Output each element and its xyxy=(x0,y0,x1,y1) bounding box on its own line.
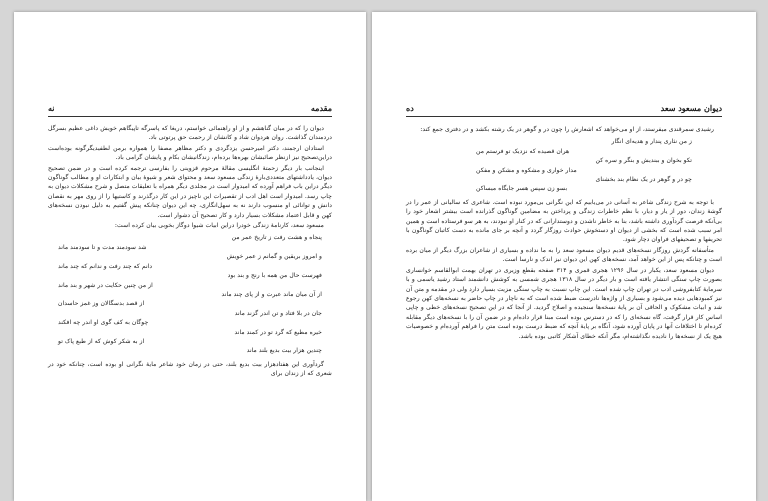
hemistich: جان در بلا فتاد و تن اندر گزند ماند xyxy=(234,309,322,317)
page-number: نه xyxy=(48,103,55,113)
hemistich: از آن میان ماند عبرت و از پای چند ماند xyxy=(221,290,322,298)
hemistich: دانم که چند رفت و ندانم که چند ماند xyxy=(58,262,153,270)
hemistich: مدار خواری و مشکوه و مشکن و مفکن xyxy=(476,166,577,174)
verse-line xyxy=(48,233,332,252)
page-body xyxy=(48,124,332,380)
hemistich: چوگان به کف گوی او اندر چه افکند xyxy=(58,319,149,327)
paragraph: مسعود سعد، کارنامهٔ زندگی خودرا دراین ابیات شیوا دوگاز بخوبی بیان کرده است: xyxy=(114,222,324,230)
verse-line xyxy=(48,346,332,355)
verse-line xyxy=(48,252,332,271)
hemistich: از قصد بدسگالان وز غمز حاسدان xyxy=(58,300,145,308)
paragraph: استادان ارجمند، دکتر امیرحسن یزدگردی و دکتر مظاهر مصفا را همواره برمن لطفیدیگرگونه بوده‌است دراین‌تصحیح نیز ازنظر صائبشان بهره‌ها برده‌ام، زندگانیشان بکام و پایشان گرامی باد. xyxy=(48,144,332,162)
hemistich: تکو بخوان و ببندیش و بنگر و سره کن xyxy=(595,157,692,165)
verse-line xyxy=(406,175,722,194)
paragraph: اینجانب بار دیگر زحمتهٔ انگلیسی مقالهٔ مرحوم قزوینی را بفارسی ترجمه کرده است و در ضمن تصحیح دیوان، یادداشتهای متعددی‌بارهٔ زندگی مسعود سعد و محتوای شعر و شیوهٔ بیان و ابتکارات او و مطالب گوناگون دیگر دراین باب فراهم آورده که امیدوار است در مجلدی دیگر همراه با تعلیقات متصل و شرح مشکلات دیوان به چاپ رسد. امیدوار است اهل ادب از تقصیرات این ناچیز در این کار درگذرند و کاستیها را از روی مهر به نقصان دانش و توانائی او منسوب دارند نه به سهل‌انگاری، چه این دیوان چنانکه پیش گفتیم به دلیل نبودن نسخه‌های کهن و قابل اعتماد مشکلات بسیار دارد و کار تصحیح آن دشوار است. xyxy=(48,164,332,219)
hemistich: چو در و گوهر در یک نظام بند بخشنای xyxy=(595,176,692,184)
hemistich: هران قصیده که نزدیک تو فرستم من xyxy=(476,147,570,155)
hemistich: فهرست حال من همه با رنج و بند بود xyxy=(227,272,322,280)
verse-line xyxy=(48,271,332,290)
book-page-right xyxy=(372,12,756,501)
hemistich: پنجاه و هشت رفت ز تاریخ عمر من xyxy=(231,234,322,242)
hemistich: خیره مطیع که گرد تو در کمند ماند xyxy=(234,328,322,336)
poem-block xyxy=(406,137,722,193)
poem-block xyxy=(48,233,332,355)
hemistich: از به شکر کوش که از طبع پاک تو xyxy=(58,337,145,345)
paragraph: متأسفانه گردش روزگار نسخه‌های قدیم دیوان مسعود سعد را به ما نداده و بسیاری از شاعران بزرگ دیگر از میان برده است و چنانکه پس از این خواهد آمد، نسخه‌های کهن این دیوان نیز اندک و نارسا است. xyxy=(406,246,722,264)
paragraph: با توجه به شرح زندگی شاعر به آسانی در می‌یابیم که این نگرانی بی‌مورد نبوده است. شاعری که سالیانی از عمر را در گوشهٔ زندان، دور از یار و دیار، با نظم خاطرات زندگی و پرداختن به مضامین گوناگون گذرانده است بیشتر اشعار خود را بی‌آنکه فرصت گردآوری داشته باشد، بنا به خاطر ناشدن و دوستدارانی که در کنار او نبودند، به هر سو فرستاده است و همین امر سبب شده است که بخشی از دیوان او دستخوش حوادث روزگار گردد و آنچه بر جای مانده به دست کاتبان گوناگون با تحریفها و تصحیفهای فراوان دچار شود. xyxy=(406,198,722,244)
page-body xyxy=(406,124,722,342)
verse-line xyxy=(406,156,722,175)
page-header xyxy=(48,102,332,117)
hemistich: شد سودمند مدت و تا سودمند ماند xyxy=(58,243,147,251)
verse-line xyxy=(406,137,722,156)
hemistich: از من چنین حکایت در شهر و بند ماند xyxy=(58,281,153,289)
paragraph: دیوان مسعود سعد، یکبار در سال ۱۲۹۶ هجری قمری و ۳۱۴ صفحه بقطع وزیری در تهران بهمت ابوالقاسم خوانساری بصورت چاپ سنگی انتشار یافته است و بار دیگر در سال ۱۳۱۸ هجری شمسی به کوشش دانشمند استاد رشید یاسمی و با سرمایهٔ کتابفروشی ادب در تهران چاپ شده است. این چاپ نسبت به چاپ سنگی مزیت بسیار دارد ولی در مقدمه و متن آن نیز کمبودهایی دیده می‌شود و بسیاری از واژه‌ها نادرست ضبط شده است که به ناچار در چاپ حاضر به نسخه‌های کهن رجوع شد و ابیات مشکوک و الحاقی آن بر پایهٔ نسخه‌ها سنجیده و اصلاح گردید. از آنجا که در این تصحیح نسخه‌های خطی و چاپی اساس کار قرار گرفت، گاه نسخه‌ای را که در دسترس بوده است مبنا قرار داده‌ام و در ضمن آن را با نسخه‌های دیگر مقابله کرده‌ام تا اختلافات آنها در پایان آورده شود، آنگاه بر پایهٔ آنچه که ضبط درست بوده است متن را فراهم آورده‌ام و خصوصیات هیچ یک از نسخه‌ها را نادیده نگذاشته‌ام، مگر آنکه خطای آشکار کاتبی بوده باشد. xyxy=(406,266,722,340)
page-header xyxy=(406,102,722,117)
hemistich: چندین هزار بیت بدیع بلند ماند xyxy=(246,347,322,355)
paragraph: دیوان را که در میان گناهشم و از او راهنمائی خواستم، دریغا که پاسرگه تاپیگاهم خویش داغی عظیم بسرگل دردمندان گذاشت. روان هردوان شاد و کانشان از رحمت حق پرتوتی باد. xyxy=(48,125,332,142)
verse-line xyxy=(48,309,332,328)
hemistich: و امروز بریقین و گمانم ز عمر خویش xyxy=(226,253,322,261)
book-page-left xyxy=(14,12,366,501)
verse-line xyxy=(48,290,332,309)
page-number: ده xyxy=(406,103,414,113)
hemistich: ز من نثاری پندار و هدیه‌ای انگار xyxy=(611,138,692,146)
verse-line xyxy=(48,328,332,347)
running-title: مقدمه xyxy=(310,103,332,113)
paragraph: رشیدی سمرقندی میفرستد، از او می‌خواهد که اشعارش را چون در و گوهر در یک رشته بکشد و در دفتری جمع کند: xyxy=(420,126,714,133)
running-title: دیوان مسعود سعد xyxy=(660,103,722,113)
paragraph: گردآوری این هفتادهزار بیت بدیع بلند، حتی در زمان خود شاعر مایهٔ نگرانی او بوده است، چنانکه خود در شعری که از زندان برای xyxy=(48,360,332,378)
hemistich: بسو زن سپس هسر جایگاه میساکن xyxy=(476,185,568,193)
